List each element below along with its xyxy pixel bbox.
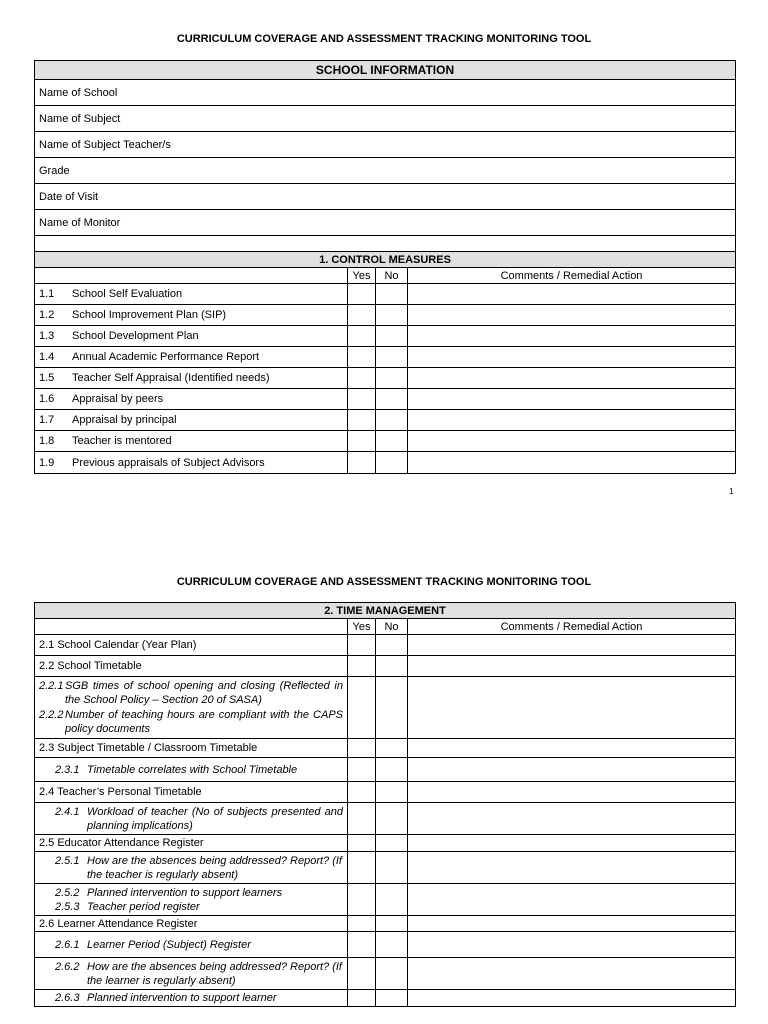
- yes-cell[interactable]: [348, 656, 376, 677]
- comment-cell[interactable]: [408, 677, 736, 739]
- yes-cell[interactable]: [348, 782, 376, 803]
- comment-cell[interactable]: [408, 326, 736, 347]
- row-2-5-2-and-2-5-3: 2.5.2 Planned intervention to support learners 2.5.3 Teacher period register: [35, 884, 348, 916]
- no-cell[interactable]: [376, 389, 408, 410]
- control-row-label: 1.9 Previous appraisals of Subject Advisors: [35, 452, 348, 474]
- row-2-4-1: 2.4.1 Workload of teacher (No of subjects presented and planning implications): [35, 803, 348, 835]
- yes-cell[interactable]: [348, 389, 376, 410]
- col-comments: Comments / Remedial Action: [408, 619, 736, 635]
- yes-cell[interactable]: [348, 990, 376, 1007]
- school-info-header: SCHOOL INFORMATION: [35, 61, 736, 80]
- no-cell[interactable]: [376, 284, 408, 305]
- comment-cell[interactable]: [408, 347, 736, 368]
- time-management-table: [34, 602, 736, 1007]
- yes-cell[interactable]: [348, 347, 376, 368]
- row-2-6-3: 2.6.3 Planned intervention to support learner: [35, 990, 348, 1007]
- comment-cell[interactable]: [408, 431, 736, 452]
- no-cell[interactable]: [376, 431, 408, 452]
- yes-cell[interactable]: [348, 284, 376, 305]
- comment-cell[interactable]: [408, 635, 736, 656]
- yes-cell[interactable]: [348, 932, 376, 958]
- comment-cell[interactable]: [408, 916, 736, 932]
- comment-cell[interactable]: [408, 389, 736, 410]
- no-cell[interactable]: [376, 852, 408, 884]
- time-management-header: 2. TIME MANAGEMENT: [35, 603, 736, 619]
- row-2-5-1: 2.5.1 How are the absences being addressed? Report? (If the teacher is regularly absent): [35, 852, 348, 884]
- yes-cell[interactable]: [348, 635, 376, 656]
- row-2-4: 2.4 Teacher’s Personal Timetable: [35, 782, 348, 803]
- col-yes: Yes: [348, 268, 376, 284]
- yes-cell[interactable]: [348, 739, 376, 758]
- control-row-label: 1.8 Teacher is mentored: [35, 431, 348, 452]
- blank-header-cell: [35, 619, 348, 635]
- field-name-of-subject[interactable]: Name of Subject: [35, 106, 736, 132]
- yes-cell[interactable]: [348, 884, 376, 916]
- yes-cell[interactable]: [348, 835, 376, 852]
- comment-cell[interactable]: [408, 932, 736, 958]
- yes-cell[interactable]: [348, 368, 376, 389]
- control-row-label: 1.3 School Development Plan: [35, 326, 348, 347]
- comment-cell[interactable]: [408, 835, 736, 852]
- comment-cell[interactable]: [408, 990, 736, 1007]
- col-no: No: [376, 268, 408, 284]
- yes-cell[interactable]: [348, 758, 376, 782]
- no-cell[interactable]: [376, 884, 408, 916]
- field-subject-teacher[interactable]: Name of Subject Teacher/s: [35, 132, 736, 158]
- yes-cell[interactable]: [348, 410, 376, 431]
- row-2-1: 2.1 School Calendar (Year Plan): [35, 635, 348, 656]
- page-number: 1: [729, 487, 734, 496]
- yes-cell[interactable]: [348, 326, 376, 347]
- comment-cell[interactable]: [408, 305, 736, 326]
- no-cell[interactable]: [376, 452, 408, 474]
- row-2-5: 2.5 Educator Attendance Register: [35, 835, 348, 852]
- col-no: No: [376, 619, 408, 635]
- row-2-2: 2.2 School Timetable: [35, 656, 348, 677]
- no-cell[interactable]: [376, 990, 408, 1007]
- no-cell[interactable]: [376, 326, 408, 347]
- row-2-6-2: 2.6.2 How are the absences being addressed? Report? (If the learner is regularly absent): [35, 958, 348, 990]
- field-date-of-visit[interactable]: Date of Visit: [35, 184, 736, 210]
- row-2-3-1: 2.3.1 Timetable correlates with School Timetable: [35, 758, 348, 782]
- comment-cell[interactable]: [408, 368, 736, 389]
- comment-cell[interactable]: [408, 782, 736, 803]
- school-info-table: [34, 60, 736, 474]
- no-cell[interactable]: [376, 368, 408, 389]
- comment-cell[interactable]: [408, 284, 736, 305]
- field-name-of-monitor[interactable]: Name of Monitor: [35, 210, 736, 236]
- no-cell[interactable]: [376, 932, 408, 958]
- no-cell[interactable]: [376, 305, 408, 326]
- no-cell[interactable]: [376, 739, 408, 758]
- control-row-label: 1.6 Appraisal by peers: [35, 389, 348, 410]
- row-2-3: 2.3 Subject Timetable / Classroom Timetable: [35, 739, 348, 758]
- comment-cell[interactable]: [408, 452, 736, 474]
- comment-cell[interactable]: [408, 739, 736, 758]
- no-cell[interactable]: [376, 782, 408, 803]
- comment-cell[interactable]: [408, 803, 736, 835]
- col-comments: Comments / Remedial Action: [408, 268, 736, 284]
- yes-cell[interactable]: [348, 305, 376, 326]
- row-2-6: 2.6 Learner Attendance Register: [35, 916, 348, 932]
- row-2-2-1-and-2-2-2: 2.2.1 SGB times of school opening and closing (Reflected in the School Policy – Section 20 of SASA) 2.2.2 Number of teaching hours are compliant with the CAPS policy documents: [35, 677, 348, 739]
- comment-cell[interactable]: [408, 758, 736, 782]
- yes-cell[interactable]: [348, 803, 376, 835]
- blank-header-cell: [35, 268, 348, 284]
- control-row-label: 1.2 School Improvement Plan (SIP): [35, 305, 348, 326]
- spacer-row: [35, 236, 736, 252]
- yes-cell[interactable]: [348, 852, 376, 884]
- yes-cell[interactable]: [348, 431, 376, 452]
- yes-cell[interactable]: [348, 452, 376, 474]
- no-cell[interactable]: [376, 835, 408, 852]
- no-cell[interactable]: [376, 347, 408, 368]
- comment-cell[interactable]: [408, 656, 736, 677]
- no-cell[interactable]: [376, 677, 408, 739]
- control-row-label: 1.7 Appraisal by principal: [35, 410, 348, 431]
- page2-title: CURRICULUM COVERAGE AND ASSESSMENT TRACKING MONITORING TOOL: [176, 576, 592, 588]
- col-yes: Yes: [348, 619, 376, 635]
- yes-cell[interactable]: [348, 958, 376, 990]
- no-cell[interactable]: [376, 410, 408, 431]
- control-row-label: 1.1 School Self Evaluation: [35, 284, 348, 305]
- control-row-label: 1.5 Teacher Self Appraisal (Identified needs): [35, 368, 348, 389]
- comment-cell[interactable]: [408, 410, 736, 431]
- field-grade[interactable]: Grade: [35, 158, 736, 184]
- yes-cell[interactable]: [348, 916, 376, 932]
- row-2-6-1: 2.6.1 Learner Period (Subject) Register: [35, 932, 348, 958]
- page1-title: CURRICULUM COVERAGE AND ASSESSMENT TRACKING MONITORING TOOL: [176, 33, 592, 45]
- no-cell[interactable]: [376, 656, 408, 677]
- field-name-of-school[interactable]: Name of School: [35, 80, 736, 106]
- comment-cell[interactable]: [408, 884, 736, 916]
- no-cell[interactable]: [376, 635, 408, 656]
- no-cell[interactable]: [376, 958, 408, 990]
- comment-cell[interactable]: [408, 852, 736, 884]
- no-cell[interactable]: [376, 916, 408, 932]
- no-cell[interactable]: [376, 758, 408, 782]
- comment-cell[interactable]: [408, 958, 736, 990]
- yes-cell[interactable]: [348, 677, 376, 739]
- control-measures-header: 1. CONTROL MEASURES: [35, 252, 736, 268]
- no-cell[interactable]: [376, 803, 408, 835]
- control-row-label: 1.4 Annual Academic Performance Report: [35, 347, 348, 368]
